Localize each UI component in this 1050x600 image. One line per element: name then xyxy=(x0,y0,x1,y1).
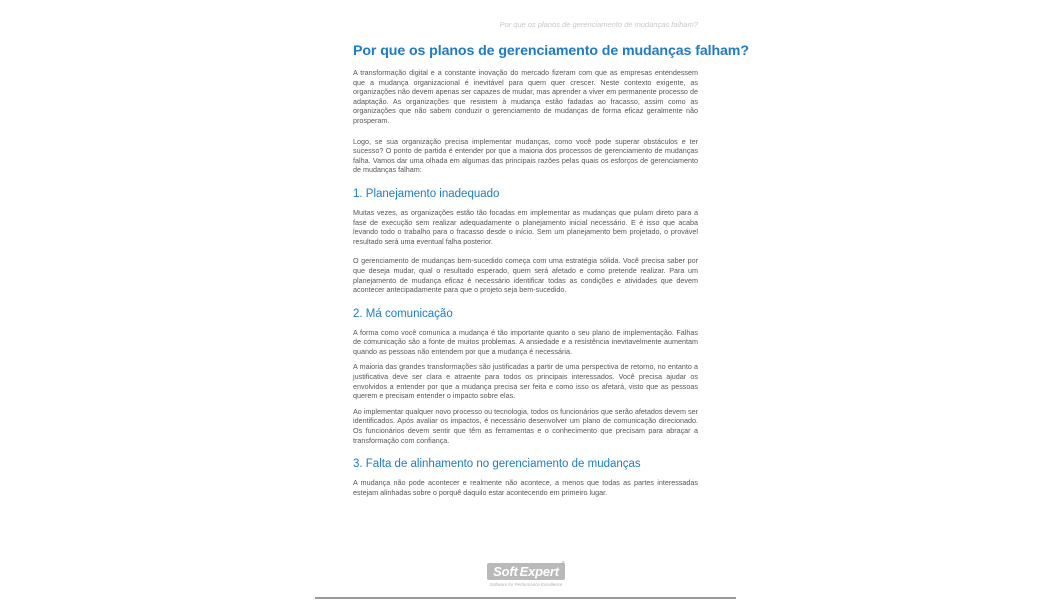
registered-mark: ® xyxy=(561,561,565,567)
running-header: Por que os planos de gerenciamento de mudanças falham? xyxy=(499,20,698,29)
document-body xyxy=(353,68,698,497)
logo-word-expert: Expert xyxy=(519,564,559,579)
section-2-paragraph-2: A maioria das grandes transformações são justificadas a partir de uma perspectiva de retorno, no entanto a justificativa deve ser clara e atraente para todos os principais interessados. Você precisa ajudar os envolvidos a entender por que a mudança precisa ser feita e como isso os afetará, visto que as pessoas querem e precisam entender o impacto sobre elas. xyxy=(353,362,698,401)
section-1-paragraph-2: O gerenciamento de mudanças bem-sucedido começa com uma estratégia sólida. Você precisa saber por que deseja mudar, qual o resultado esperado, quem será afetado e como pretende realizar. Para um planejamento de mudança eficaz é necessário identificar todas as condições e atividades que devem acontecer antecipadamente para que o projeto seja bem-sucedido. xyxy=(353,256,698,295)
section-heading-1: 1. Planejamento inadequado xyxy=(353,187,500,200)
section-heading-3: 3. Falta de alinhamento no gerenciamento de mudanças xyxy=(353,458,641,471)
page-bottom-edge xyxy=(315,597,736,599)
intro-paragraph-1: A transformação digital e a constante inovação do mercado fizeram com que as empresas entendessem que a mudança organizacional é inevitável para quem quer crescer. Neste contexto exigente, as organizações não devem apenas ser capazes de mudar, mas aprender a viver em permanente processo de adaptação. As organizações que resistem à mudança estão fadadas ao fracasso, assim como as organizações que não sabem conduzir o gerenciamento de mudanças de forma eficaz geralmente não prosperam. xyxy=(353,68,698,125)
section-heading-2: 2. Má comunicação xyxy=(353,307,453,320)
page-title: Por que os planos de gerenciamento de mudanças falham? xyxy=(353,42,749,59)
intro-paragraph-2: Logo, se sua organização precisa implementar mudanças, como você pode superar obstáculos e ter sucesso? O ponto de partida é entender por que a maioria dos processos de gerenciamento de mudanças falha. Vamos dar uma olhada em algumas das principais razões pelas quais os esforços de gerenciamento de mudanças falham: xyxy=(353,136,698,175)
logo-wordmark xyxy=(487,563,565,580)
logo-word-soft: Soft xyxy=(493,564,518,579)
section-2-paragraph-1: A forma como você comunica a mudança é tão importante quanto o seu plano de implementação. Falhas de comunicação são a fonte de muitos problemas. A ansiedade e a resistência inevitavelmente aumentam quando as pessoas não entendem por que a mudança é necessária. xyxy=(353,327,698,356)
section-3-paragraph-1: A mudança não pode acontecer e realmente não acontece, a menos que todas as partes interessadas estejam alinhadas sobre o porquê daquilo estar acontecendo em primeiro lugar. xyxy=(353,478,698,497)
logo-tagline: Software for Performance Excellence xyxy=(489,582,563,587)
section-1-paragraph-1: Muitas vezes, as organizações estão tão focadas em implementar as mudanças que pulam direto para a fase de execução sem realizar adequadamente o planejamento inicial necessário. E é isso que acaba levando todo o trabalho para o fracasso desde o início. Sem um planejamento bem projetado, o provável resultado será uma eventual falha posterior. xyxy=(353,207,698,246)
softexpert-logo xyxy=(472,563,580,587)
section-2-paragraph-3: Ao implementar qualquer novo processo ou tecnologia, todos os funcionários que serão afetados devem ser identificados. Após avaliar os impactos, é necessário desenvolver um plano de comunicação direcionado. Os funcionários devem sentir que têm as ferramentas e o conhecimento que precisam para abraçar a transformação com confiança. xyxy=(353,406,698,445)
document-page xyxy=(315,0,749,600)
